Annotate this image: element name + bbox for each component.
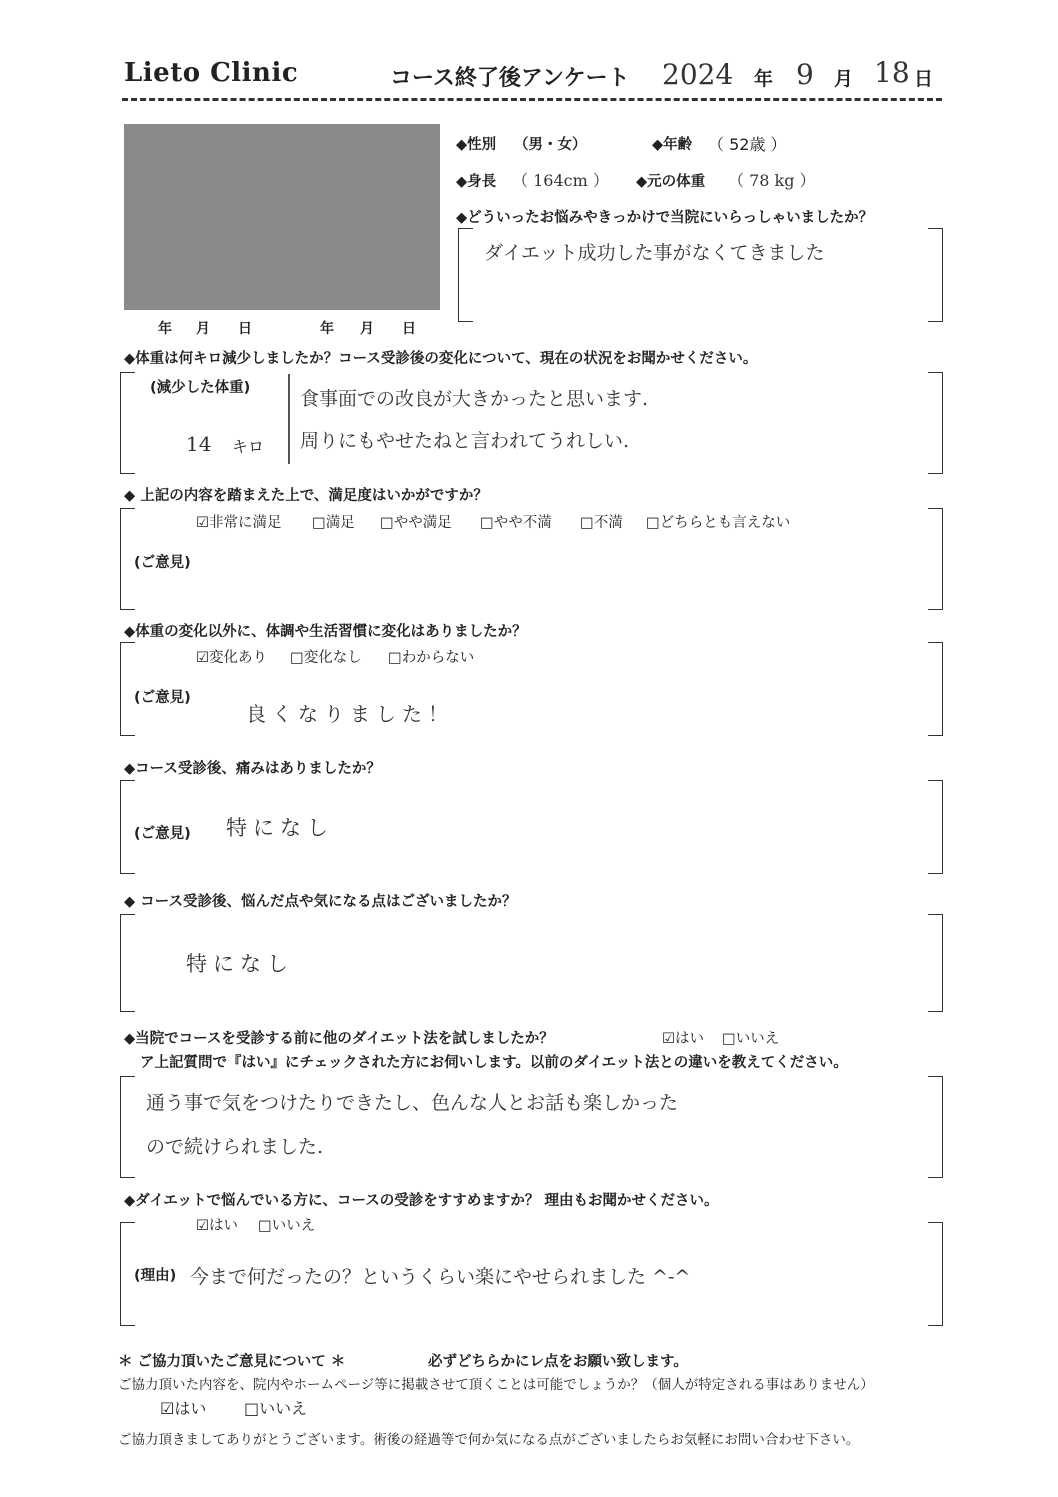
concerns-bracket-right (928, 914, 943, 1012)
pain-answer: 特になし (226, 816, 334, 840)
pain-bracket-left (120, 780, 135, 874)
concerns-bracket-left (120, 914, 135, 1012)
photo-before-day: 日 (238, 321, 252, 337)
weight-bracket-left (120, 372, 135, 474)
reason-bracket-right (928, 228, 943, 322)
year-unit: 年 (754, 68, 774, 90)
orig-weight-label: ◆元の体重 (636, 174, 706, 190)
weight-lost-value: 14 (186, 432, 212, 456)
reason-answer: ダイエット成功した事がなくてきました (484, 242, 825, 264)
height-label: ◆身長 (456, 174, 497, 190)
weight-divider (288, 374, 290, 464)
other-diet-sub-question: ア上記質問で『はい』にチェックされた方にお伺いします。以前のダイエット法との違いを教えてください。 (140, 1055, 848, 1071)
satisfaction-bracket-left (120, 508, 135, 610)
footer-thanks: ご協力頂きましてありがとうございます。術後の経過等で何か気になる点がございましたらお気軽にお問い合わせ下さい。 (118, 1432, 860, 1448)
changes-bracket-right (928, 642, 943, 736)
other-diet-no[interactable]: □いいえ (722, 1031, 780, 1047)
date-month: 9 (796, 58, 814, 91)
satisfaction-bracket-right (928, 508, 943, 610)
date-year: 2024 (662, 58, 734, 91)
pain-opinion-label: (ご意見) (134, 826, 191, 842)
form-title: コース終了後アンケート (390, 66, 630, 91)
photo-before-year: 年 (158, 321, 172, 337)
gender-options: （男・女） (514, 137, 587, 153)
changes-opinion-label: (ご意見) (134, 690, 191, 706)
satisfaction-opinion-label: (ご意見) (134, 555, 191, 571)
recommend-no[interactable]: □いいえ (258, 1218, 316, 1234)
concerns-answer: 特になし (186, 952, 294, 976)
changes-option-no[interactable]: □変化なし (290, 650, 362, 666)
age-label: ◆年齢 (652, 137, 693, 153)
weight-bracket-right (928, 372, 943, 474)
footer-heading: ＊ ご協力頂いたご意見について ＊ (118, 1354, 346, 1370)
footer-request: 必ずどちらかにレ点をお願い致します。 (428, 1354, 688, 1370)
other-diet-yes[interactable]: ☑はい (662, 1031, 704, 1047)
weight-answer-line2: 周りにもやせたねと言われてうれしい. (300, 430, 630, 452)
weight-lost-unit: キロ (232, 437, 265, 456)
changes-answer: 良くなりました！ (246, 702, 454, 726)
satisfaction-option-neutral[interactable]: □どちらとも言えない (646, 515, 791, 531)
pain-question: ◆コース受診後、痛みはありましたか？ (124, 761, 381, 777)
recommend-bracket-left (120, 1222, 135, 1326)
age-value: （ 52歳 ） (708, 135, 787, 154)
satisfaction-option-satisfied[interactable]: □満足 (312, 515, 355, 531)
changes-bracket-left (120, 642, 135, 736)
footer-permission-no[interactable]: □いいえ (244, 1399, 308, 1418)
header-divider (122, 98, 942, 101)
other-diet-bracket-right (928, 1076, 943, 1178)
recommend-question: ◆ダイエットで悩んでいる方に、コースの受診をすすめますか？ 理由もお聞かせください。 (124, 1193, 719, 1209)
other-diet-answer-line1: 通う事で気をつけたりできたし、色んな人とお話も楽しかった (146, 1092, 679, 1114)
day-unit: 日 (914, 68, 934, 90)
height-value: （ 164cm ） (512, 171, 609, 190)
changes-question: ◆体重の変化以外に、体調や生活習慣に変化はありましたか？ (124, 624, 527, 640)
weight-answer-line1: 食事面での改良が大きかったと思います. (300, 388, 649, 410)
photo-before-month: 月 (196, 321, 210, 337)
recommend-reason-label: (理由) (134, 1268, 177, 1284)
other-diet-bracket-left (120, 1076, 135, 1178)
recommend-answer: 今まで何だったの？というくらい楽にやせられました ^-^ (190, 1266, 691, 1288)
satisfaction-option-somewhat-satisfied[interactable]: □やや満足 (380, 515, 452, 531)
photo-after-day: 日 (402, 321, 416, 337)
date-day: 18 (874, 56, 910, 89)
satisfaction-question: ◆ 上記の内容を踏まえた上で、満足度はいかがですか？ (124, 488, 488, 504)
satisfaction-option-somewhat-dissatisfied[interactable]: □やや不満 (480, 515, 552, 531)
other-diet-question: ◆当院でコースを受診する前に他のダイエット法を試しましたか？ (124, 1031, 554, 1047)
weight-question: ◆体重は何キロ減少しましたか？コース受診後の変化について、現在の状況をお聞かせください。 (124, 351, 758, 367)
photo-after-month: 月 (360, 321, 374, 337)
satisfaction-option-very-satisfied[interactable]: ☑非常に満足 (196, 515, 282, 531)
month-unit: 月 (834, 68, 854, 90)
orig-weight-value: （ 78 kg ） (728, 171, 816, 190)
pain-bracket-right (928, 780, 943, 874)
footer-permission-question: ご協力頂いた内容を、院内やホームページ等に掲載させて頂くことは可能でしょうか？（個人が特定される事はありません） (118, 1377, 874, 1393)
concerns-question: ◆ コース受診後、悩んだ点や気になる点はございましたか？ (124, 894, 517, 910)
footer-permission-yes[interactable]: ☑はい (160, 1399, 207, 1418)
gender-label: ◆性別 (456, 137, 497, 153)
photo-after-year: 年 (320, 321, 334, 337)
clinic-name: Lieto Clinic (124, 58, 299, 88)
redacted-photo (124, 124, 440, 310)
reason-bracket-left (458, 228, 473, 322)
satisfaction-option-dissatisfied[interactable]: □不満 (580, 515, 623, 531)
recommend-bracket-right (928, 1222, 943, 1326)
other-diet-answer-line2: ので続けられました. (146, 1136, 324, 1158)
weight-lost-label: (減少した体重) (150, 380, 251, 396)
reason-question: ◆どういったお悩みやきっかけで当院にいらっしゃいましたか？ (456, 210, 874, 226)
recommend-yes[interactable]: ☑はい (196, 1218, 238, 1234)
changes-option-unknown[interactable]: □わからない (388, 650, 475, 666)
changes-option-yes[interactable]: ☑変化あり (196, 650, 267, 666)
